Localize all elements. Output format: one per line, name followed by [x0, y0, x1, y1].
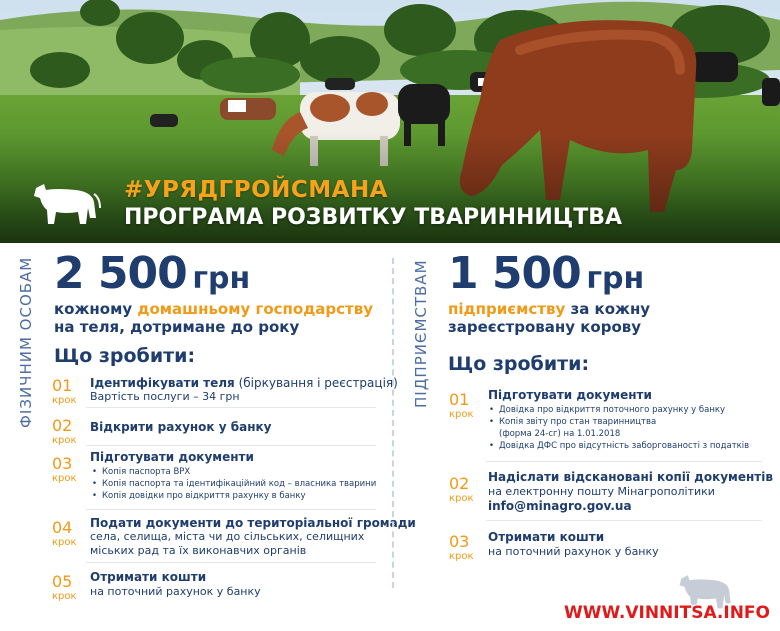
bullet-item: • Довідка про відкриття поточного рахунку у банку [489, 404, 749, 416]
step-detail-line: села, селища, міста чи до сільських, селищних [90, 530, 365, 543]
subtitle-post: за кожну [565, 300, 651, 318]
enterprises-amount [448, 248, 644, 299]
step-word: крок [52, 435, 77, 446]
individuals-amount [54, 248, 250, 299]
separator [86, 445, 376, 446]
step-title: Подати документи до територіальної громади [90, 516, 416, 530]
step-bullets [489, 404, 749, 452]
step-word: крок [52, 591, 77, 602]
separator [486, 461, 762, 462]
email-address: info@minagro.gov.ua [488, 499, 632, 513]
step-number: 02 [52, 416, 73, 435]
amount-value: 2 500 [54, 248, 187, 299]
program-title: ПРОГРАМА РОЗВИТКУ ТВАРИННИЦТВА [124, 205, 623, 230]
bullet-item: • Довідка ДФС про відсутність заборгованості з податків [489, 440, 749, 452]
step-word: крок [52, 537, 77, 548]
step-title: Підготувати документи [488, 388, 652, 402]
step-detail: на електронну пошту Мінагрополітики [488, 485, 715, 498]
bullet-item: • Копія звіту про стан тваринництва [489, 416, 749, 428]
left-what-to-do-heading: Що зробити: [54, 345, 196, 367]
step-number: 01 [52, 376, 73, 395]
step-detail: на поточний рахунок у банку [90, 585, 261, 598]
amount-currency: грн [586, 261, 645, 296]
step-title: Підготувати документи [90, 450, 254, 464]
subtitle-line2: на теля, дотримане до року [54, 318, 300, 336]
separator [486, 520, 762, 521]
amount-currency: грн [192, 261, 251, 296]
bullet-item-continued: (форма 24-сг) на 1.01.2018 [499, 429, 621, 439]
bullet-item: • Копія паспорта ВРХ [92, 466, 376, 478]
enterprises-subtitle [448, 300, 650, 336]
step-detail-line: міських рад та їх виконавчих органів [90, 544, 307, 557]
column-divider [392, 258, 394, 588]
step-number: 03 [449, 532, 470, 551]
separator [86, 509, 376, 510]
bullet-item: • Копія паспорта та ідентифікаційний код – власника тварини [92, 478, 376, 490]
subtitle-pre: кожному [54, 300, 138, 318]
step-word: крок [52, 473, 77, 484]
step-title: Відкрити рахунок у банку [90, 420, 272, 434]
step-title: Надіслати відскановані копії документів [488, 470, 773, 484]
enterprises-side-label: ПІДПРИЄМСТВАМ [412, 259, 430, 408]
separator [86, 407, 376, 408]
step-detail: Вартість послуги – 34 грн [90, 390, 240, 403]
step-title: Отримати кошти [488, 530, 605, 544]
cow-icon [30, 180, 102, 226]
step-title-bold: Ідентифікувати теля [90, 376, 235, 390]
step-word: крок [52, 395, 77, 406]
step-number: 05 [52, 572, 73, 591]
step-word: крок [449, 409, 474, 420]
step-word: крок [449, 551, 474, 562]
step-title [90, 376, 398, 390]
site-watermark: WWW.VINNITSA.INFO [564, 603, 770, 623]
step-title: Отримати кошти [90, 570, 207, 584]
step-detail: на поточний рахунок у банку [488, 545, 659, 558]
individuals-side-label: ФІЗИЧНИМ ОСОБАМ [17, 256, 35, 428]
step-title-rest: (біркування і реєстрація) [234, 376, 398, 390]
step-number: 01 [449, 390, 470, 409]
step-number: 03 [52, 454, 73, 473]
subtitle-highlight: домашньому господарству [137, 300, 374, 318]
subtitle-line2: зареєстровану корову [448, 318, 642, 336]
right-what-to-do-heading: Що зробити: [448, 353, 590, 375]
step-word: крок [449, 493, 474, 504]
separator [86, 562, 376, 563]
amount-value: 1 500 [448, 248, 581, 299]
step-bullets [92, 466, 376, 502]
step-number: 02 [449, 474, 470, 493]
hashtag: #УРЯДГРОЙСМАНА [124, 177, 388, 203]
hero-banner [0, 0, 780, 243]
step-number: 04 [52, 518, 73, 537]
bullet-item: • Копія довідки про відкриття рахунку в банку [92, 490, 376, 502]
subtitle-highlight: підприємству [448, 300, 566, 318]
individuals-subtitle [54, 300, 373, 336]
